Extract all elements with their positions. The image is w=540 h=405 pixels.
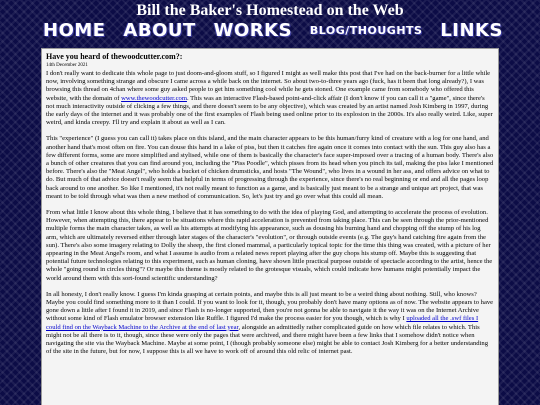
blog-post-panel xyxy=(41,48,499,405)
paragraph-text: In all honesty, I don't really know. I guess I'm kinda grasping at certain points, and maybe this is all just meant to be a weird thing about nothing. Still, who knows? Maybe you could find something more to it than I could. If you want to look for it, though, you probably don't have many options as of now. The website appears to have gone down a little after I found it in 2019, and since Flash is no-longer supported, then you're not gonna be able to navigate it the way it was on the Internet Archive without some kind of Flash emulator browser extension like Ruffle. I figured I'd make the process easier for you though, which is why I xyxy=(46,290,494,323)
post-paragraph-3: From what little I know about this whole thing, I believe that it has something to do with the idea of playing God, and attempting to accelerate the process of evolution. However, when attempting this, there appear to be situations where this rapid acceleration is prevented from taking place. This can be seen through the prior-mentioned multiple forms the main character takes, as well as his attempts at modifying his appearance, such as dousing his burning hand and chopping off the stump of his log arm, which are ultimately reversed either through later stages of the character's "evolution", or through outside events (e.g. The guy's hand catching fire again from the sun). There's also some imagery relating to Dolly the sheep, the first cloned mammal, a particularly topical topic for the time this thing was created, with a picture of her appearing in the Meat Angel's room, and what I assume is audio from a related news report playing after the guy chops his stump off. Maybe this is suggesting that potential future technologies relating to this experiment, such as human cloning, have shown little practical purpose outside of spectacle according to the artist, hence the whole "going round in circles thing"? Or maybe this theme is mostly related to the grotesque visuals, which could indicate how humans might potentially impact the world around them with this sort-found scientific understanding? xyxy=(46,209,493,282)
nav-link-about[interactable]: ABOUT xyxy=(123,19,196,41)
archive-upload-link[interactable]: uploaded all the .swf files I could find on the Wayback Machine to the Archive at the end of last year xyxy=(46,315,479,331)
nav-link-blog[interactable]: BLOG/THOUGHTS xyxy=(309,23,423,37)
site-title: Bill the Baker's Homestead on the Web xyxy=(136,2,404,19)
main-nav xyxy=(43,19,503,41)
nav-link-home[interactable]: HOME xyxy=(43,19,106,41)
post-date: 14th December 2021 xyxy=(46,63,88,68)
post-paragraph-4 xyxy=(46,291,494,357)
paragraph-text: , alongside an admittedly rather complicated guide on how which file relates to which. This might not be all there is to it, though, since these were only the pages that were archived, and there might have been a few links that I somehow didn't notice when navigating the site via the Wayback Machine. Maybe at some point, I (though probably someone else) might be able to contact Josh Kimberg for a better understanding of the site in the future, but for now, I suppose this is all we have to work off of around this old relic of internet past. xyxy=(46,323,488,356)
post-paragraph-1 xyxy=(46,70,494,127)
nav-link-works[interactable]: WORKS xyxy=(213,19,293,41)
nav-link-links[interactable]: LINKS xyxy=(440,19,503,41)
paragraph-text: . This was an interactive Flash-based point-and-click affair (I don't know if you can call it a "game", since there's not much interactivity outside of clicking a few things, and there doesn't seem to be any objective), which was created by an artist named Josh Kimberg in 1997, during the early days of the internet and it was probably one of the first examples of Flash being used online prior to its explosion in the 2000s. It's also really weird. Like, super weird, and kinda creepy. I'll try and explain it about as well as I can. xyxy=(46,94,493,127)
post-title: Have you heard of thewoodcutter.com?: xyxy=(46,52,183,61)
post-paragraph-2: This "experience" (I guess you can call it) takes place on this island, and the main character appears to be this human/furry kind of creature with a log for one hand, and another hand that's most often on fire. You can douse this hand in a lake of piss, but then it catches fire again once it comes into contact with the sun. This guy also has a few different forms, some are more simplified and stylised, while one of them is basically the character's face super-imposed over a tracing of a human body. There's also a bunch of other creatures that you can find around you, including the "Piss Poodle", which pisses from its head when you pinch its tail, making the piss lake I mentioned before. There's also the "Meat Angel", who holds a bucket of chicken drumsticks, and hosts "The Wound", who lives in a wound in her ass, and offers advice on what to do. But much of that advice doesn't really seem that helpful in terms of progressing through the experience, since there's no real beginning or end and all the pages loop back around to one another. So like I mentioned, it's not really meant to function as a game, and is basically just meant to be a strange and unique art project, that was meant to be told through what was then a new method of communication. So, let's just try and go over what this could all mean. xyxy=(46,135,494,200)
paragraph-text: I don't really want to dedicate this whole page to just doom-and-gloom stuff, so I figured I might as well make this post that I've had on the back-burner for a little while now, involving something strange and obscure I came across a while back on the internet. So about two-to-three years ago (fuck, has it been that long already?), I was browsing this thread on 4chan where some guy asked people to get him something cool while he gets stoned. One example came from somebody who offered this website, with the domain of xyxy=(46,70,491,102)
woodcutter-link[interactable]: www.thewoodcutter.com xyxy=(121,94,187,102)
